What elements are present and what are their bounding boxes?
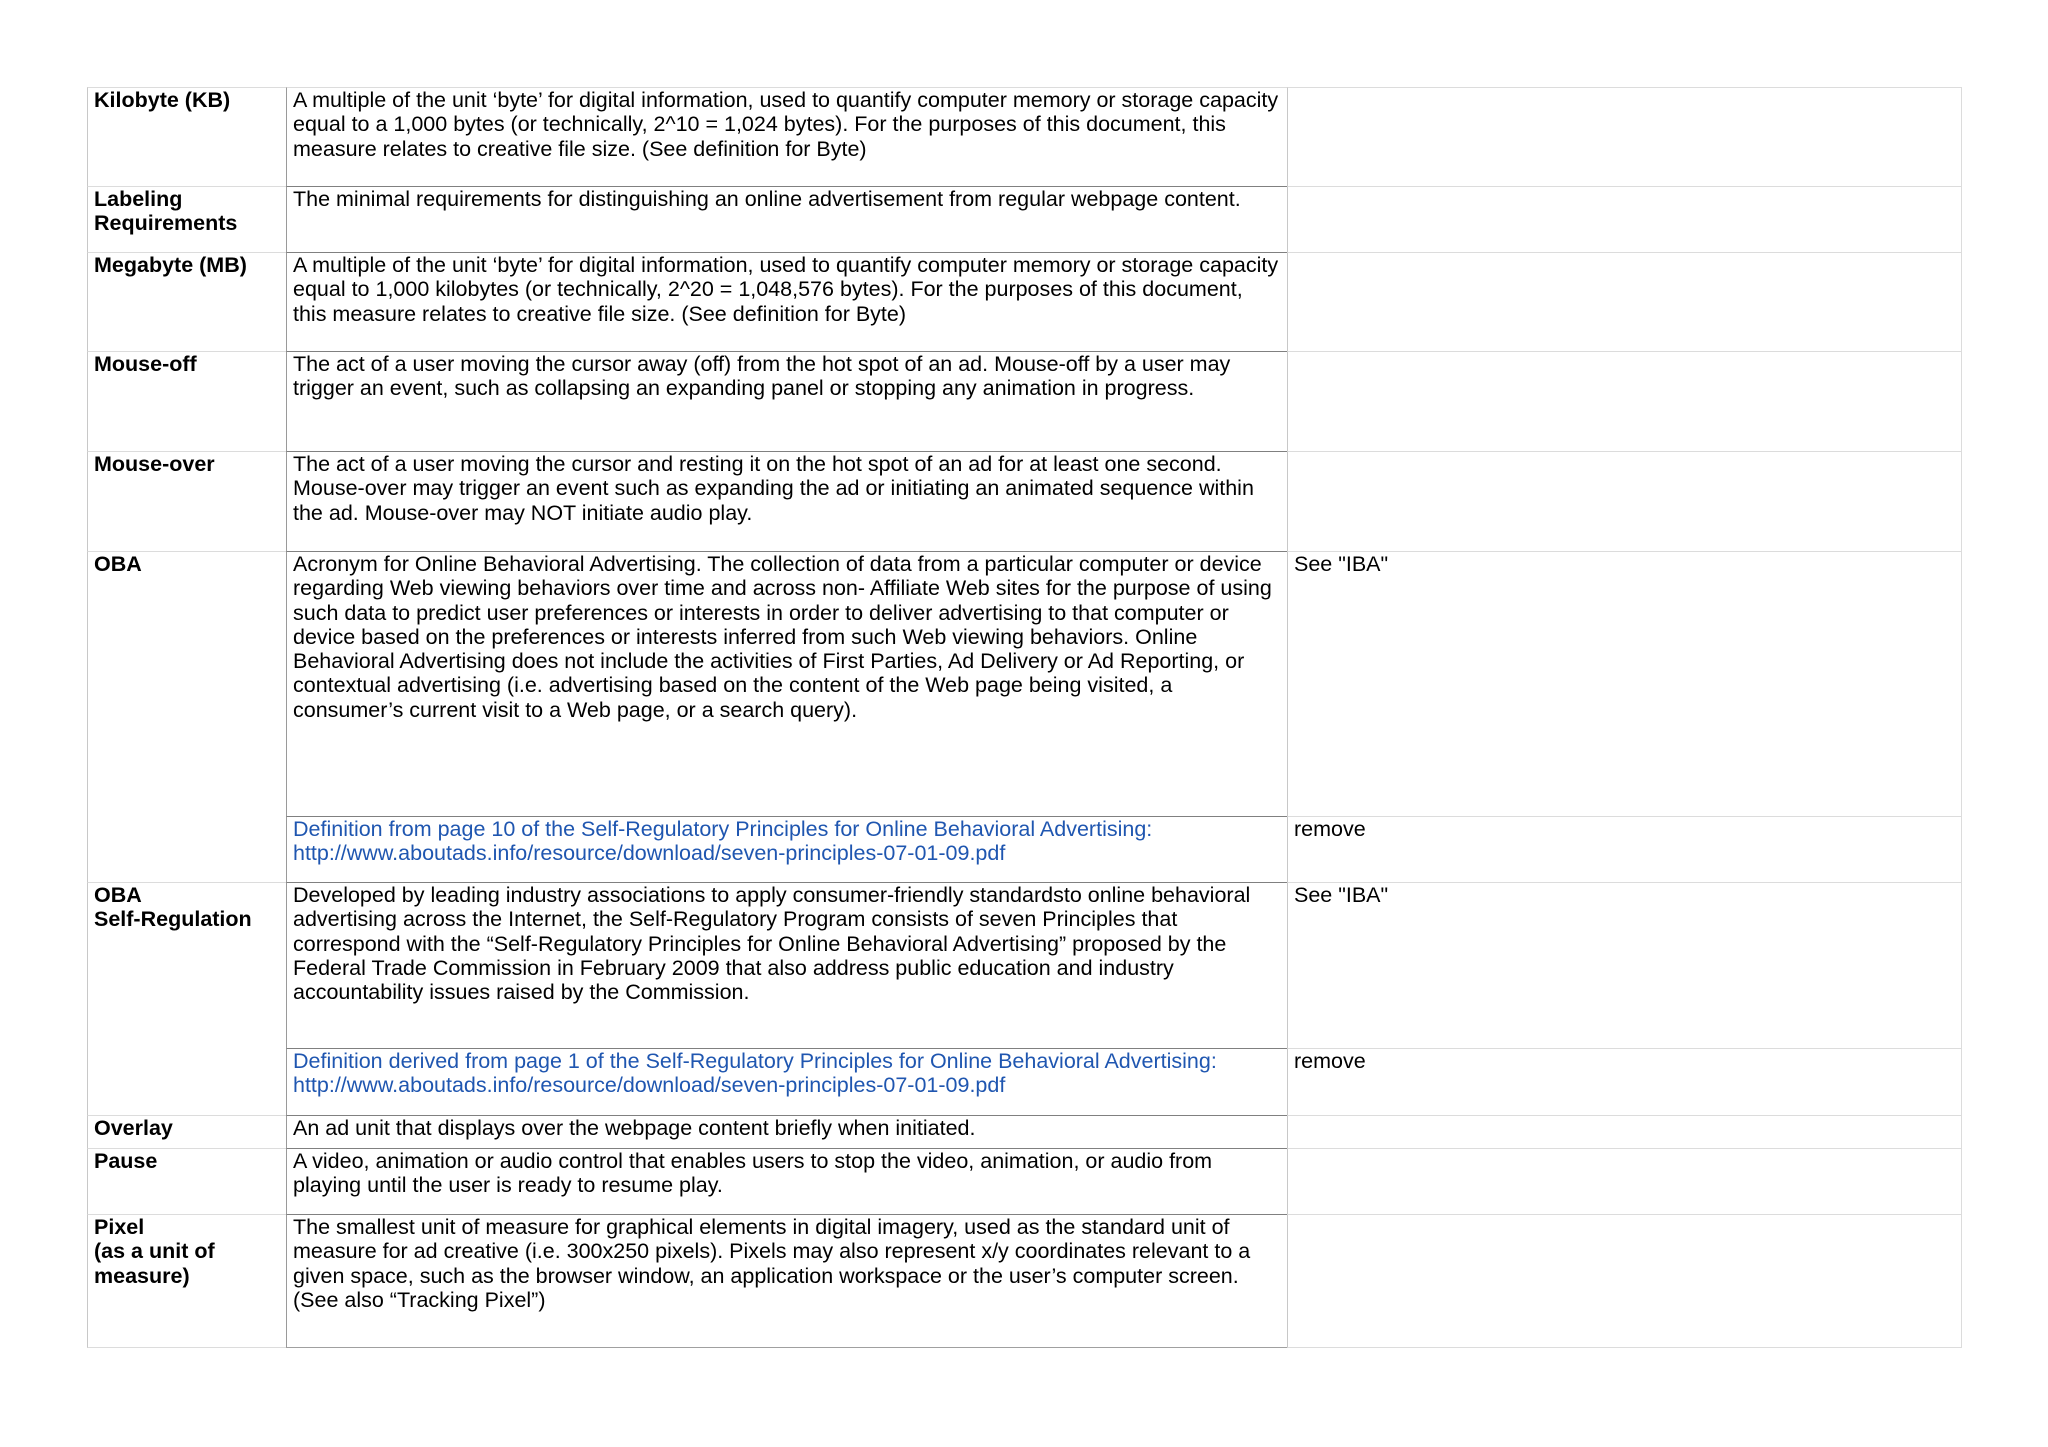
source-note-cell: remove — [1287, 1048, 1962, 1115]
term-cell: Overlay — [87, 1115, 286, 1148]
source-note-cell: remove — [1287, 816, 1962, 882]
note-cell — [1287, 186, 1962, 252]
note-cell — [1287, 1115, 1962, 1148]
definition-cell: An ad unit that displays over the webpage content briefly when initiated. — [286, 1115, 1287, 1148]
definition-cell: The minimal requirements for distinguishing an online advertisement from regular webpage content. — [286, 186, 1287, 252]
term-cell: Labeling Requirements — [87, 186, 286, 252]
term-cell: Kilobyte (KB) — [87, 87, 286, 186]
term-cell: Mouse-off — [87, 351, 286, 451]
note-cell — [1287, 252, 1962, 351]
definition-cell: Acronym for Online Behavioral Advertising. The collection of data from a particular computer or device regarding Web viewing behaviors over time and across non- Affiliate Web sites for the purpose of using such data to predict user preferences or interests in order to deliver advertising to that computer or device based on the preferences or interests inferred from such Web viewing behaviors. Online Behavioral Advertising does not include the activities of First Parties, Ad Delivery or Ad Reporting, or contextual advertising (i.e. advertising based on the content of the Web page being visited, a consumer’s current visit to a Web page, or a search query). — [286, 551, 1287, 816]
note-cell: See "IBA" — [1287, 551, 1962, 816]
definition-cell: The act of a user moving the cursor and resting it on the hot spot of an ad for at least one second. Mouse-over may trigger an event such as expanding the ad or initiating an animated sequence within the ad. Mouse-over may NOT initiate audio play. — [286, 451, 1287, 551]
note-cell: See "IBA" — [1287, 882, 1962, 1048]
term-cell: OBA Self-Regulation — [87, 882, 286, 1115]
definition-cell: A multiple of the unit ‘byte’ for digital information, used to quantify computer memory or storage capacity equal to a 1,000 bytes (or technically, 2^10 = 1,024 bytes). For the purposes of this document, this measure relates to creative file size. (See definition for Byte) — [286, 87, 1287, 186]
term-cell: Megabyte (MB) — [87, 252, 286, 351]
term-cell: OBA — [87, 551, 286, 882]
note-cell — [1287, 451, 1962, 551]
definition-cell: The smallest unit of measure for graphical elements in digital imagery, used as the standard unit of measure for ad creative (i.e. 300x250 pixels). Pixels may also represent x/y coordinates relevant to a given space, such as the browser window, an application workspace or the user’s computer screen. (See also “Tracking Pixel”) — [286, 1214, 1287, 1348]
definition-cell: A video, animation or audio control that enables users to stop the video, animation, or audio from playing until the user is ready to resume play. — [286, 1148, 1287, 1214]
note-cell — [1287, 1214, 1962, 1348]
note-cell — [1287, 1148, 1962, 1214]
definition-cell: Developed by leading industry associations to apply consumer-friendly standardsto online behavioral advertising across the Internet, the Self-Regulatory Program consists of seven Principles that correspond with the “Self-Regulatory Principles for Online Behavioral Advertising” proposed by the Federal Trade Commission in February 2009 that also address public education and industry accountability issues raised by the Commission. — [286, 882, 1287, 1048]
definition-cell: The act of a user moving the cursor away (off) from the hot spot of an ad. Mouse-off by a user may trigger an event, such as collapsing an expanding panel or stopping any animation in progress. — [286, 351, 1287, 451]
term-cell: Pixel (as a unit of measure) — [87, 1214, 286, 1348]
term-cell: Pause — [87, 1148, 286, 1214]
note-cell — [1287, 351, 1962, 451]
term-cell: Mouse-over — [87, 451, 286, 551]
definition-cell: A multiple of the unit ‘byte’ for digital information, used to quantify computer memory or storage capacity equal to 1,000 kilobytes (or technically, 2^20 = 1,048,576 bytes). For the purposes of this document, this measure relates to creative file size. (See definition for Byte) — [286, 252, 1287, 351]
note-cell — [1287, 87, 1962, 186]
source-link[interactable]: Definition from page 10 of the Self-Regulatory Principles for Online Behavioral Advertising: http://www.aboutads.info/resource/download/seven-principles-07-01-09.pdf — [286, 816, 1287, 882]
glossary-table — [87, 87, 1962, 1348]
source-link[interactable]: Definition derived from page 1 of the Self-Regulatory Principles for Online Behavioral Advertising: http://www.aboutads.info/resource/download/seven-principles-07-01-09.pdf — [286, 1048, 1287, 1115]
